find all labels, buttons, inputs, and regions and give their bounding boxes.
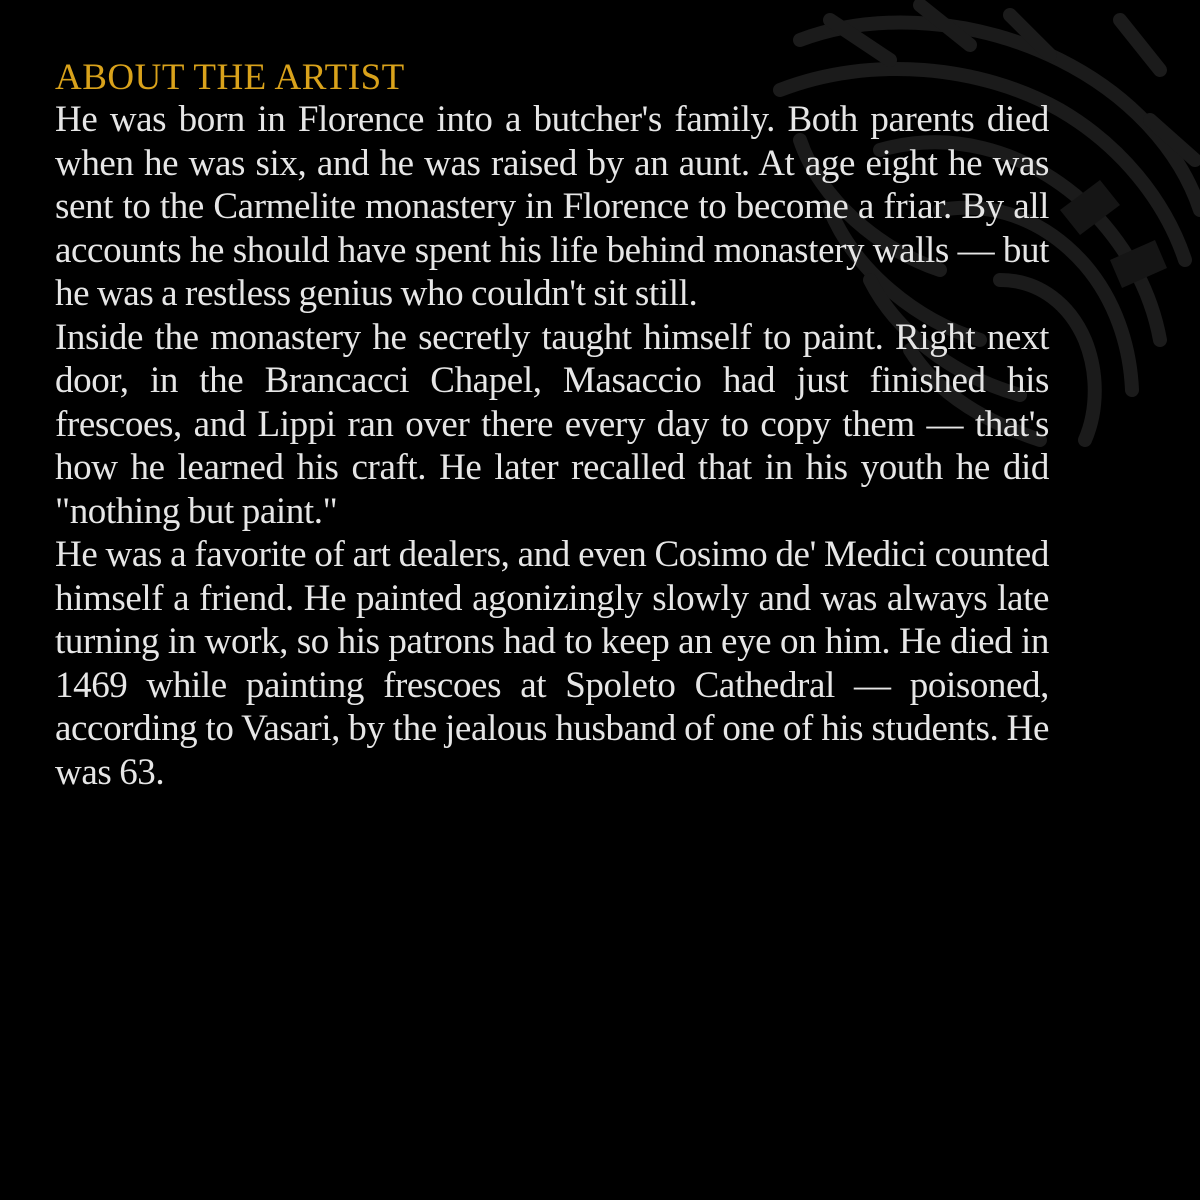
- bio-paragraph-early-life: He was born in Florence into a butcher's family. Both parents died when he was six, and he was raised by an aunt. At age eight he was sent to the Carmelite monastery in Florence to become a friar. By all accounts he should have spent his life behind monastery walls — but he was a restless genius who couldn't sit still.: [55, 99, 1049, 314]
- artist-bio: [55, 58, 1049, 794]
- bio-paragraph-later-life: He was a favorite of art dealers, and even Cosimo de' Medici counted himself a friend. He painted agonizingly slowly and was always late turning in work, so his patrons had to keep an eye on him. He died in 1469 while painting frescoes at Spoleto Cathedral — poisoned, according to Vasari, by the jealous husband of one of his students. He was 63.: [55, 534, 1049, 793]
- section-heading: ABOUT THE ARTIST: [55, 57, 405, 98]
- bio-paragraph-training: Inside the monastery he secretly taught himself to paint. Right next door, in the Brancacci Chapel, Masaccio had just finished his frescoes, and Lippi ran over there every day to copy them — that's how he learned his craft. He later recalled that in his youth he did "nothing but paint.": [55, 316, 1049, 532]
